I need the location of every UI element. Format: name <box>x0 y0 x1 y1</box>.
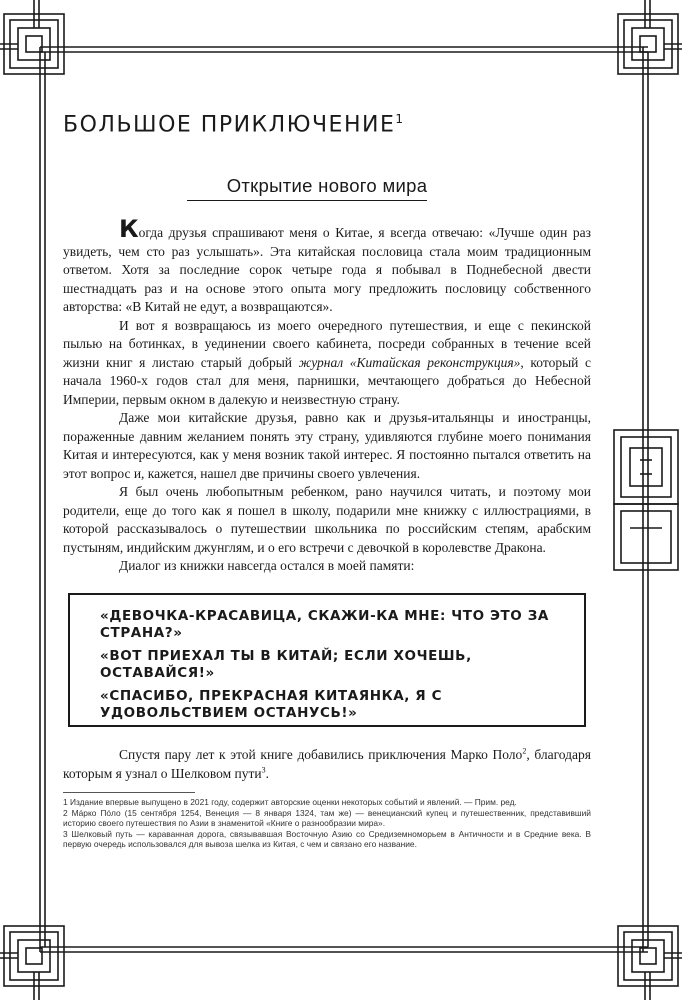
corner-ornament-top-left <box>0 0 64 74</box>
footnote-3: 3 Шелковый путь — караванная дорога, связывавшая Восточную Азию со Средиземноморьем в Античности и в Средние века. В первую очередь использовался для вывоза шелка из Китая, с чем и связано его название. <box>63 828 591 850</box>
closing-text <box>63 746 591 783</box>
corner-ornament-bottom-left <box>0 926 64 1000</box>
footnote-separator <box>63 792 195 793</box>
paragraph-5: Диалог из книжки навсегда остался в моей памяти: <box>119 558 415 573</box>
footnotes <box>63 797 591 850</box>
subtitle-underline <box>187 200 427 201</box>
footnote-ref-3[interactable]: 3 <box>261 765 266 774</box>
paragraph-2 <box>63 317 591 410</box>
closing-part-3: . <box>265 765 270 781</box>
footnote-2: 2 Мáрко Пóло (15 сентября 1254, Венеция — 8 января 1324, там же) — венецианский купец и путешественник, представивший историю своего путешествия по Азии в знаменитой «Книге о разнообразии мира». <box>63 807 591 829</box>
chapter-subtitle: Открытие нового мира <box>226 175 428 196</box>
quote-line: «СПАСИБО, ПРЕКРАСНАЯ КИТАЯНКА, Я С УДОВОЛЬСТВИЕМ ОСТАНУСЬ!» <box>100 688 443 721</box>
footnote-ref-2[interactable]: 2 <box>522 746 527 756</box>
side-ornament-right <box>614 430 678 570</box>
paragraph-1 <box>63 215 591 317</box>
chapter-title-footnote-ref[interactable]: 1 <box>395 112 403 126</box>
paragraph-4: Я был очень любопытным ребенком, рано научился читать, и поэтому мои родители, еще до того как я пошел в школу, подарили мне книжку с иллюстрациями, в которой рассказывалось о путешествии школьника по российским степям, арабским пустыням, индийским джунглям, и о его встречи с девочкой в королевстве Дракона. <box>63 484 591 555</box>
paragraph-2-after: , который с начала 1960-х годов стал для меня, парнишки, мечтающего добраться до Небесной Империи, первым окном в далекую и неизвестную страну. <box>63 354 591 407</box>
paragraph-1-text: огда друзья спрашивают меня о Китае, я всегда отвечаю: «Лучше один раз увидеть, чем сто раз услышать». Эта китайская пословица стала моим традиционным ответом. Хотя за последние сорок четыре года я побывал в Поднебесной двести шестнадцать раз и на основе этого опыта могу предложить пословицу собственного авторства: «В Китай не едут, а возвращаются». <box>63 225 591 314</box>
paragraph-3: Даже мои китайские друзья, равно как и друзья-итальянцы и иностранцы, пораженные давним желанием понять эту страну, удивляются глубине моего понимания Китая и интересуются, как у меня возник такой интерес. Я постоянно пытался ответить на этот вопрос и, кажется, нашел две причины своего увлечения. <box>63 410 591 481</box>
magazine-title: журнал «Китайская реконструкция» <box>298 354 521 370</box>
closing-paragraph <box>63 746 591 783</box>
drop-cap: К <box>119 215 139 243</box>
closing-part-2: , благодаря которым я узнал о Шелковом пути <box>63 747 591 781</box>
quote-line: «ВОТ ПРИЕХАЛ ТЫ В КИТАЙ; ЕСЛИ ХОЧЕШЬ, ОСТАВАЙСЯ!» <box>100 648 472 681</box>
dialogue-quote-box <box>68 593 586 727</box>
footnote-1: 1 Издание впервые выпущено в 2021 году, содержит авторские оценки некоторых событий и явлений. — Прим. ред. <box>63 797 517 807</box>
body-text <box>63 215 591 576</box>
chapter-title-text: БОЛЬШОЕ ПРИКЛЮЧЕНИЕ <box>63 112 396 138</box>
corner-ornament-bottom-right <box>618 926 682 1000</box>
chapter-title <box>63 112 591 137</box>
quote-line: «ДЕВОЧКА-КРАСАВИЦА, СКАЖИ-КА МНЕ: ЧТО ЭТО ЗА СТРАНА?» <box>100 608 549 641</box>
closing-part-1: Спустя пару лет к этой книге добавились приключения Марко Поло <box>119 747 523 762</box>
corner-ornament-top-right <box>618 0 682 74</box>
paragraph-2-before: И вот я возвращаюсь из моего очередного путешествия, и еще с пекинской пылью на ботинках, в уединении своего кабинета, посреди собранных в течение всей жизни книг я листаю старый добрый <box>63 317 591 370</box>
